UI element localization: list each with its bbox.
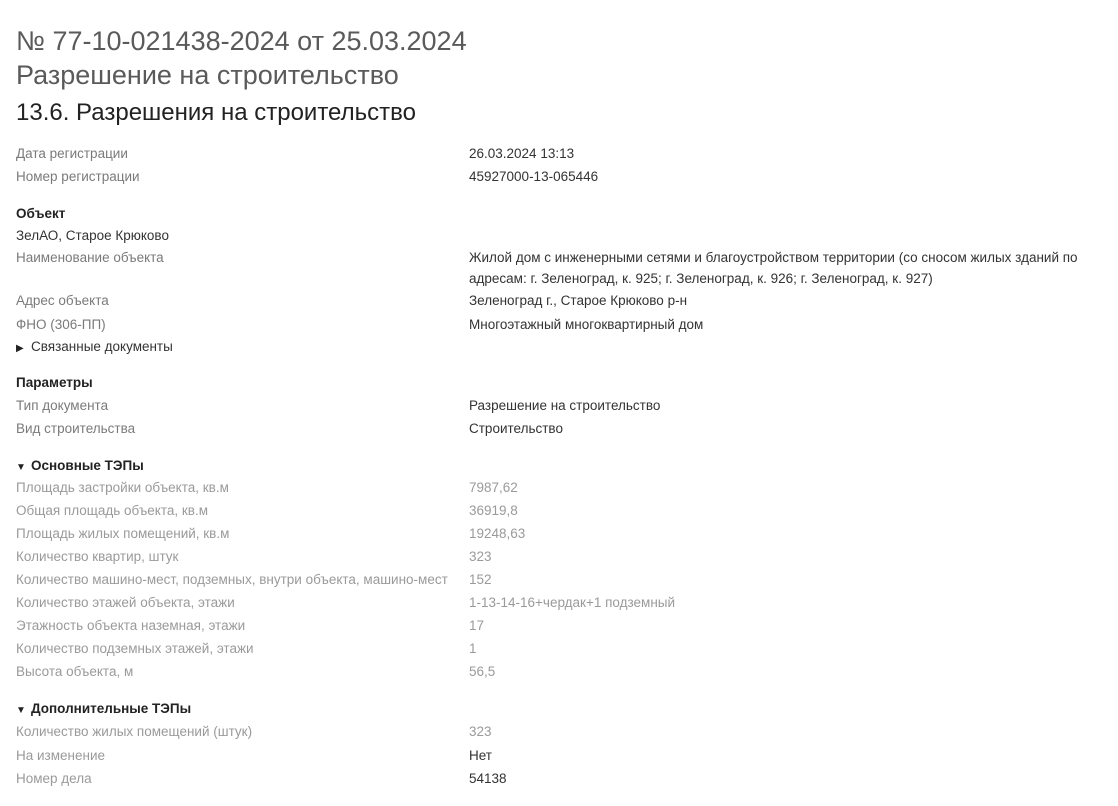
- doc-type-label: Тип документа: [16, 398, 109, 413]
- tep-row-value: 323: [469, 549, 492, 564]
- registration-date-value: 26.03.2024 13:13: [469, 146, 575, 161]
- object-address-value: Зеленоград г., Старое Крюково р-н: [469, 293, 688, 308]
- build-type-value: Строительство: [469, 421, 563, 436]
- tep-row-label: Количество квартир, штук: [16, 549, 179, 564]
- tep-row-value: 152: [469, 572, 492, 587]
- tep-row-value: 323: [469, 724, 492, 739]
- tep-row-label: Площадь жилых помещений, кв.м: [16, 526, 230, 541]
- tep-row-label: Количество машино-мест, подземных, внутри объекта, машино-мест: [16, 572, 448, 587]
- object-name-value: Жилой дом с инженерными сетями и благоустройством территории (со сносом жилых зданий по адресам: г. Зеленоград, к. 925; г. Зеленоград, к. 926; г. Зеленоград, к. 927): [469, 250, 1078, 286]
- tep-row-value: 54138: [469, 771, 507, 786]
- tep-row-label: Количество подземных этажей, этажи: [16, 641, 254, 656]
- main-tep-toggle[interactable]: [16, 457, 144, 477]
- tep-row-label: Количество этажей объекта, этажи: [16, 595, 235, 610]
- tep-row-value: Нет: [469, 748, 492, 763]
- expand-triangle-icon: ▶: [16, 343, 24, 354]
- main-tep-section-title: Основные ТЭПы: [31, 458, 144, 473]
- registration-date-label: Дата регистрации: [16, 146, 128, 161]
- params-section-title: Параметры: [16, 375, 93, 390]
- object-district: ЗелАО, Старое Крюково: [16, 228, 169, 243]
- tep-row-label: Количество жилых помещений (штук): [16, 724, 253, 739]
- object-address-label: Адрес объекта: [16, 293, 109, 308]
- tep-row-value: 56,5: [469, 664, 496, 679]
- tep-row-label: Общая площадь объекта, кв.м: [16, 503, 208, 518]
- tep-row-label: Высота объекта, м: [16, 664, 134, 679]
- tep-row-value: 17: [469, 618, 485, 633]
- extra-tep-section-title: Дополнительные ТЭПы: [31, 701, 192, 716]
- tep-row-value: 19248,63: [469, 526, 526, 541]
- collapse-triangle-icon: ▼: [16, 705, 26, 716]
- tep-row-label: Номер дела: [16, 771, 92, 786]
- document-title: Разрешение на строительство: [16, 60, 399, 90]
- related-documents-toggle[interactable]: [16, 338, 173, 358]
- doc-type-value: Разрешение на строительство: [469, 398, 661, 413]
- object-name-label: Наименование объекта: [16, 250, 164, 265]
- build-type-label: Вид строительства: [16, 421, 136, 436]
- registration-number-value: 45927000-13-065446: [469, 169, 599, 184]
- tep-row-label: На изменение: [16, 748, 105, 763]
- tep-row-value: 36919,8: [469, 503, 518, 518]
- object-section-title: Объект: [16, 206, 66, 221]
- document-category: 13.6. Разрешения на строительство: [16, 99, 416, 126]
- collapse-triangle-icon: ▼: [16, 462, 26, 473]
- tep-row-label: Этажность объекта наземная, этажи: [16, 618, 246, 633]
- tep-row-value: 1-13-14-16+чердак+1 подземный: [469, 595, 676, 610]
- document-number: № 77-10-021438-2024 от 25.03.2024: [16, 26, 467, 56]
- tep-row-label: Площадь застройки объекта, кв.м: [16, 480, 229, 495]
- extra-tep-toggle[interactable]: [16, 700, 191, 720]
- tep-row-value: 7987,62: [469, 480, 518, 495]
- fno-label: ФНО (306-ПП): [16, 317, 106, 332]
- fno-value: Многоэтажный многоквартирный дом: [469, 317, 704, 332]
- registration-number-label: Номер регистрации: [16, 169, 140, 184]
- tep-row-value: 1: [469, 641, 477, 656]
- related-documents-label: Связанные документы: [31, 339, 173, 354]
